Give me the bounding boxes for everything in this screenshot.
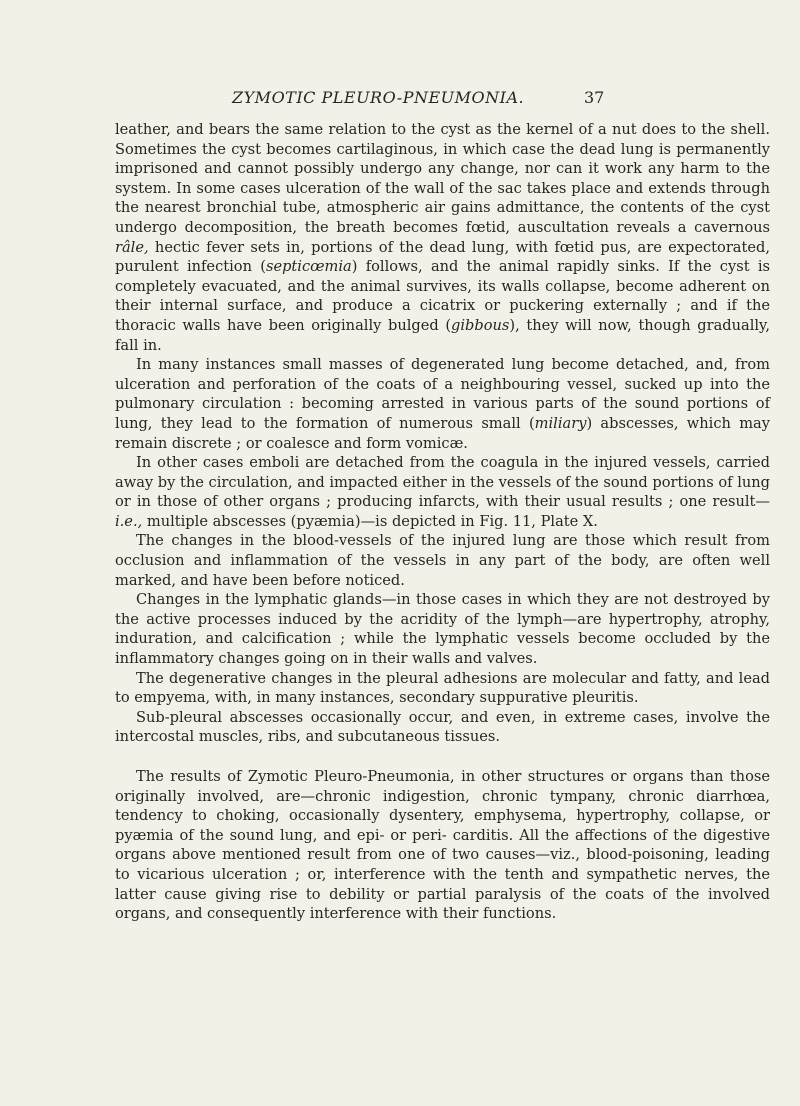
paragraph-emboli bbox=[115, 453, 770, 531]
text-run: ), they will now, though gradually, fall in. bbox=[115, 316, 770, 354]
paragraph-sub-pleural-abscesses: Sub-pleural abscesses occasionally occur, and even, in extreme cases, involve the intercostal muscles, ribs, and subcutaneous tissues. bbox=[115, 708, 770, 746]
paragraph-lymphatic-glands: Changes in the lymphatic glands—in those cases in which they are not destroyed by the active processes induced by the acridity of the lymph—are hypertrophy, atrophy, induration, and calcification ; while the lymphatic vessels become occluded by the inflammatory changes going on in their walls and valves. bbox=[115, 591, 770, 668]
text-run: In other cases emboli are detached from the coagula in the injured vessels, carried away by the circulation, and impacted either in the vessels of the sound portions of lung or in those of other organs ; producing infarcts, with their usual results ; one result— bbox=[115, 454, 770, 511]
text-run: ) follows, and the animal rapidly sinks. If the cyst is completely evacuated, and the animal survives, its walls collapse, become adherent on their internal surface, and produce a cicatrix or puckering externally ; and if the thoracic walls have been originally bulged ( bbox=[115, 258, 770, 334]
paragraph-blood-vessels: The changes in the blood-vessels of the injured lung are those which result from occlusion and inflammation of the vessels in any part of the body, are often well marked, and have been before noticed. bbox=[115, 532, 770, 589]
running-head bbox=[112, 88, 800, 112]
text-run: In many instances small masses of degenerated lung become detached, and, from ulceration and perforation of the coats of a neighbouring vessel, sucked up into the pulmonary circulation : becoming arrested in various parts of the sound portions of lung, they lead to the formation of numerous small ( bbox=[115, 356, 770, 432]
running-title: ZYMOTIC PLEURO-PNEUMONIA. bbox=[232, 88, 525, 107]
italic-term: gibbous bbox=[451, 316, 510, 334]
italic-term: râle, bbox=[115, 238, 149, 256]
text-run: hectic fever sets in, portions of the dead lung, with fœtid pus, are expectorated, purulent infection ( bbox=[115, 238, 770, 276]
body-text bbox=[115, 120, 770, 924]
paragraph-cyst-contents bbox=[115, 120, 770, 355]
italic-term: septicœmia bbox=[265, 258, 352, 276]
italic-term: miliary bbox=[534, 414, 587, 432]
text-run: multiple abscesses (pyæmia)—is depicted in Fig. 11, Plate X. bbox=[142, 512, 598, 530]
text-run: ) abscesses, which may remain discrete ; or coalesce and form vomicæ. bbox=[115, 414, 770, 452]
page-number: 37 bbox=[584, 88, 605, 107]
text-run: leather, and bears the same relation to the cyst as the kernel of a nut does to the shell. Sometimes the cyst becomes cartilaginous, in which case the dead lung is permanently imprisoned and cannot possibly undergo any change, nor can it work any harm to the system. In some cases ulceration of the wall of the sac takes place and extends through the nearest bronchial tube, atmospheric air gains admittance, the contents of the cyst undergo decomposition, the breath becomes fœtid, auscultation reveals a cavernous bbox=[115, 121, 770, 236]
paragraph-pleural-adhesions: The degenerative changes in the pleural adhesions are molecular and fatty, and lead to empyema, with, in many instances, secondary suppurative pleuritis. bbox=[115, 669, 770, 707]
paragraph-miliary-abscesses bbox=[115, 355, 770, 453]
paragraph-results: The results of Zymotic Pleuro-Pneumonia, in other structures or organs than those originally involved, are—chronic indigestion, chronic tympany, chronic diarrhœa, tendency to choking, occasionally dysentery, emphysema, hypertrophy, collapse, or pyæmia of the sound lung, and epi- or peri- carditis. All the affections of the digestive organs above mentioned result from one of two causes—viz., blood-poisoning, leading to vicarious ulceration ; or, interference with the tenth and sympathetic nerves, the latter cause giving rise to debility or partial paralysis of the coats of the involved organs, and consequently interference with their functions. bbox=[115, 768, 770, 923]
italic-term: i.e., bbox=[115, 512, 143, 530]
